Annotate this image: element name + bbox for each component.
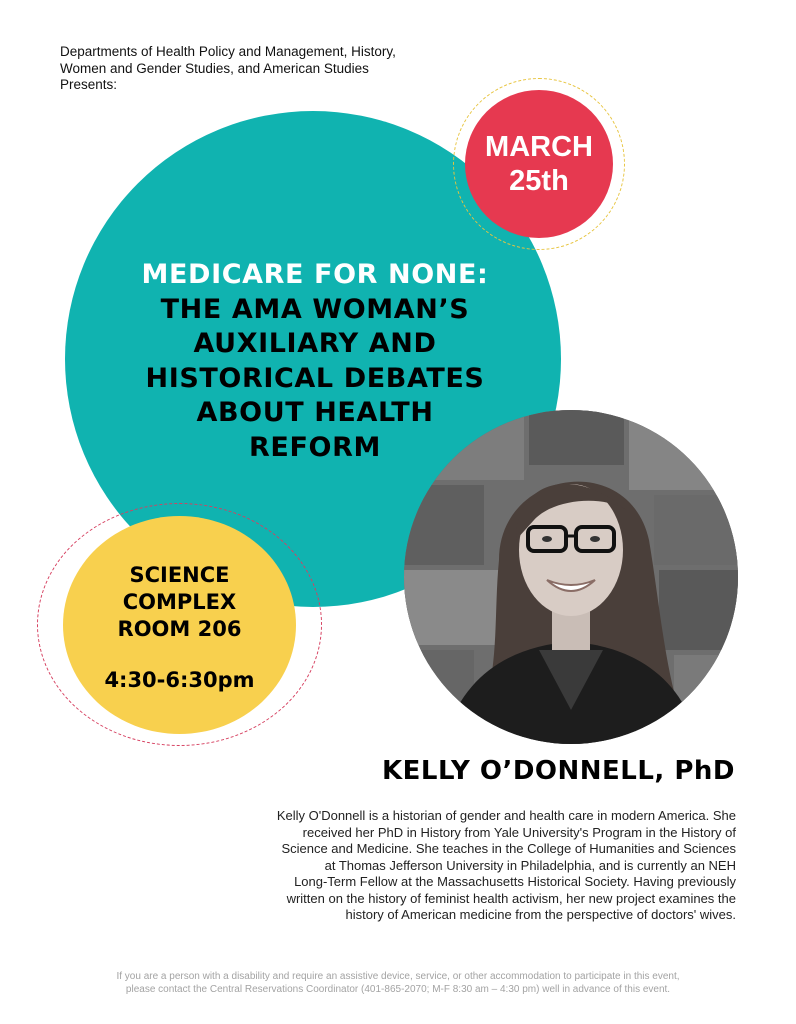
- event-title-line: ABOUT HEALTH: [196, 397, 434, 428]
- event-time: 4:30-6:30pm: [104, 668, 255, 692]
- event-title-highlight: MEDICARE FOR NONE:: [141, 259, 489, 290]
- speaker-name: KELLY O’DONNELL, PhD: [381, 756, 735, 786]
- location-text: SCIENCE COMPLEX ROOM 206: [117, 563, 242, 641]
- event-title-line: THE AMA WOMAN’S: [160, 293, 470, 325]
- event-title: [100, 258, 530, 465]
- event-title-line: AUXILIARY AND: [193, 328, 437, 359]
- event-title-line: HISTORICAL DEBATES: [145, 362, 485, 394]
- accessibility-notice: If you are a person with a disability and require an assistive device, service, or other accommodation to participate in this event, please contact the Central Reservations Coordinator (401-865-2070; M-F 8:30 am – 4:30 pm) well in advance of this event.: [116, 971, 680, 995]
- speaker-photo-illustration: [404, 410, 738, 744]
- presenters-text: Departments of Health Policy and Management, History, Women and Gender Studies, and American Studies Presents:: [60, 44, 396, 92]
- date-badge: [465, 90, 613, 238]
- speaker-photo: [404, 410, 738, 744]
- date-month: MARCH: [485, 131, 593, 163]
- event-title-line: REFORM: [249, 431, 381, 463]
- speaker-bio: Kelly O'Donnell is a historian of gender and health care in modern America. She received her PhD in History from Yale University's Program in the History of Science and Medicine. She teaches in the College of Humanities and Sciences at Thomas Jefferson University in Philadelphia, and is currently an NEH Long-Term Fellow at the Massachusetts Historical Society. Having previously written on the history of feminist health activism, her new project examines the history of American medicine from the perspective of doctors' wives.: [276, 808, 736, 922]
- date-day: 25th: [509, 165, 569, 197]
